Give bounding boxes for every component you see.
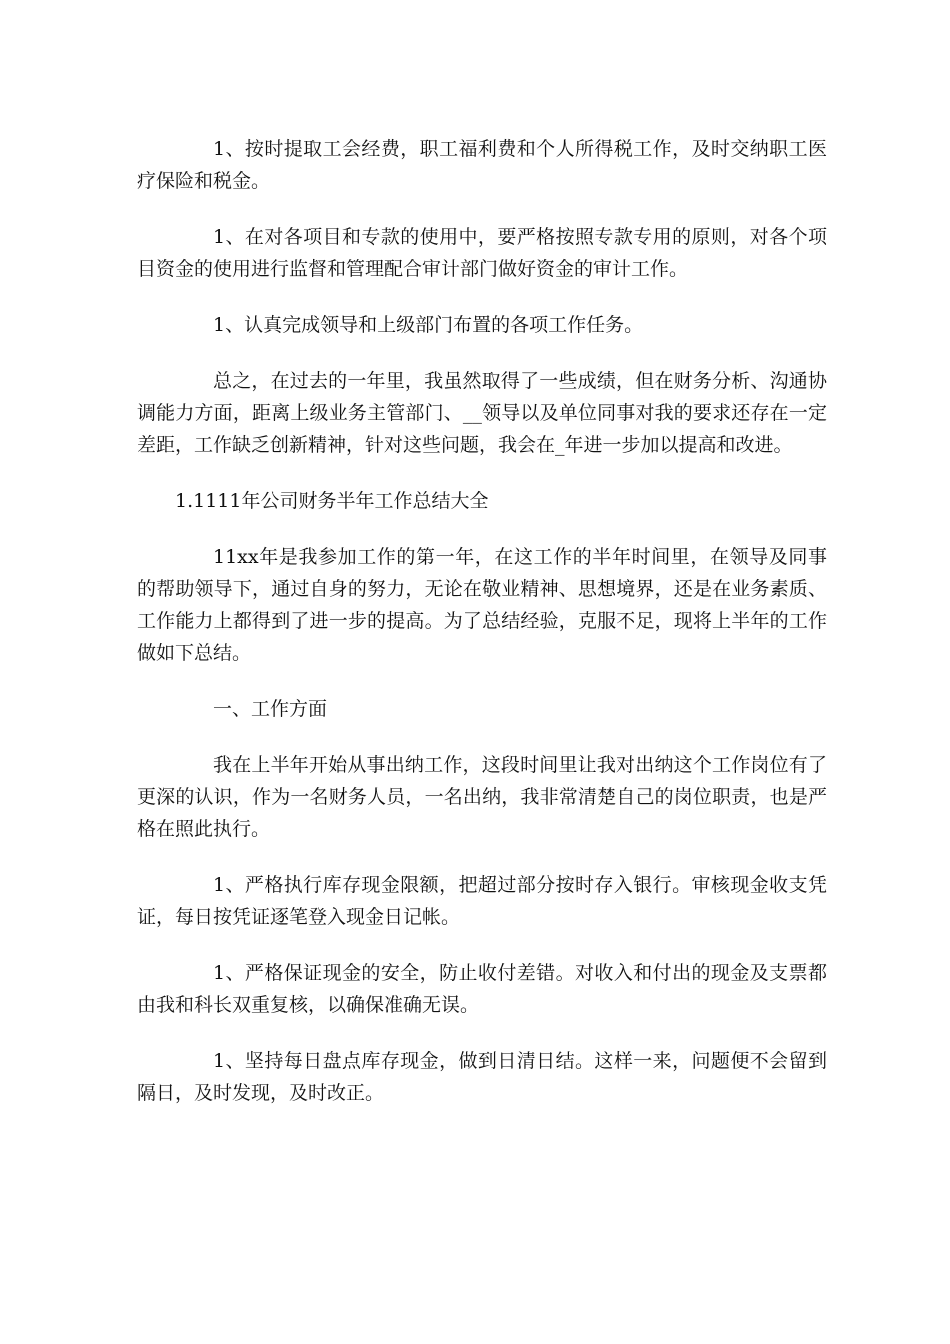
paragraph-cashier-role: 我在上半年开始从事出纳工作，这段时间里让我对出纳这个工作岗位有了更深的认识，作为一名财务人员，一名出纳，我非常清楚自己的岗位职责，也是严格在照此执行。 xyxy=(137,754,827,840)
paragraph-special-funds: 1、在对各项目和专款的使用中，要严格按照专款专用的原则，对各个项目资金的使用进行监督和管理配合审计部门做好资金的审计工作。 xyxy=(137,226,827,280)
paragraph-union-fees: 1、按时提取工会经费，职工福利费和个人所得税工作，及时交纳职工医疗保险和税金。 xyxy=(137,138,827,192)
paragraph-intro: 11xx年是我参加工作的第一年，在这工作的半年时间里，在领导及同事的帮助领导下，通过自身的努力，无论在敬业精神、思想境界，还是在业务素质、工作能力上都得到了进一步的提高。为了总结经验，克服不足，现将上半年的工作做如下总结。 xyxy=(137,546,827,664)
paragraph-daily-count: 1、坚持每日盘点库存现金，做到日清日结。这样一来，问题便不会留到隔日，及时发现，及时改正。 xyxy=(137,1050,827,1104)
document-body xyxy=(137,133,827,1133)
paragraph-summary: 总之，在过去的一年里，我虽然取得了一些成绩，但在财务分析、沟通协调能力方面，距离上级业务主管部门、__领导以及单位同事对我的要求还存在一定差距，工作缺乏创新精神，针对这些问题，我会在_年进一步加以提高和改进。 xyxy=(137,370,827,456)
section-title: 1.1111年公司财务半年工作总结大全 xyxy=(175,490,489,512)
paragraph-complete-tasks: 1、认真完成领导和上级部门布置的各项工作任务。 xyxy=(213,314,644,336)
subsection-heading: 一、工作方面 xyxy=(213,698,328,720)
paragraph-cash-safety: 1、严格保证现金的安全，防止收付差错。对收入和付出的现金及支票都由我和科长双重复核，以确保准确无误。 xyxy=(137,962,827,1016)
paragraph-cash-limit: 1、严格执行库存现金限额，把超过部分按时存入银行。审核现金收支凭证，每日按凭证逐笔登入现金日记帐。 xyxy=(137,874,827,928)
